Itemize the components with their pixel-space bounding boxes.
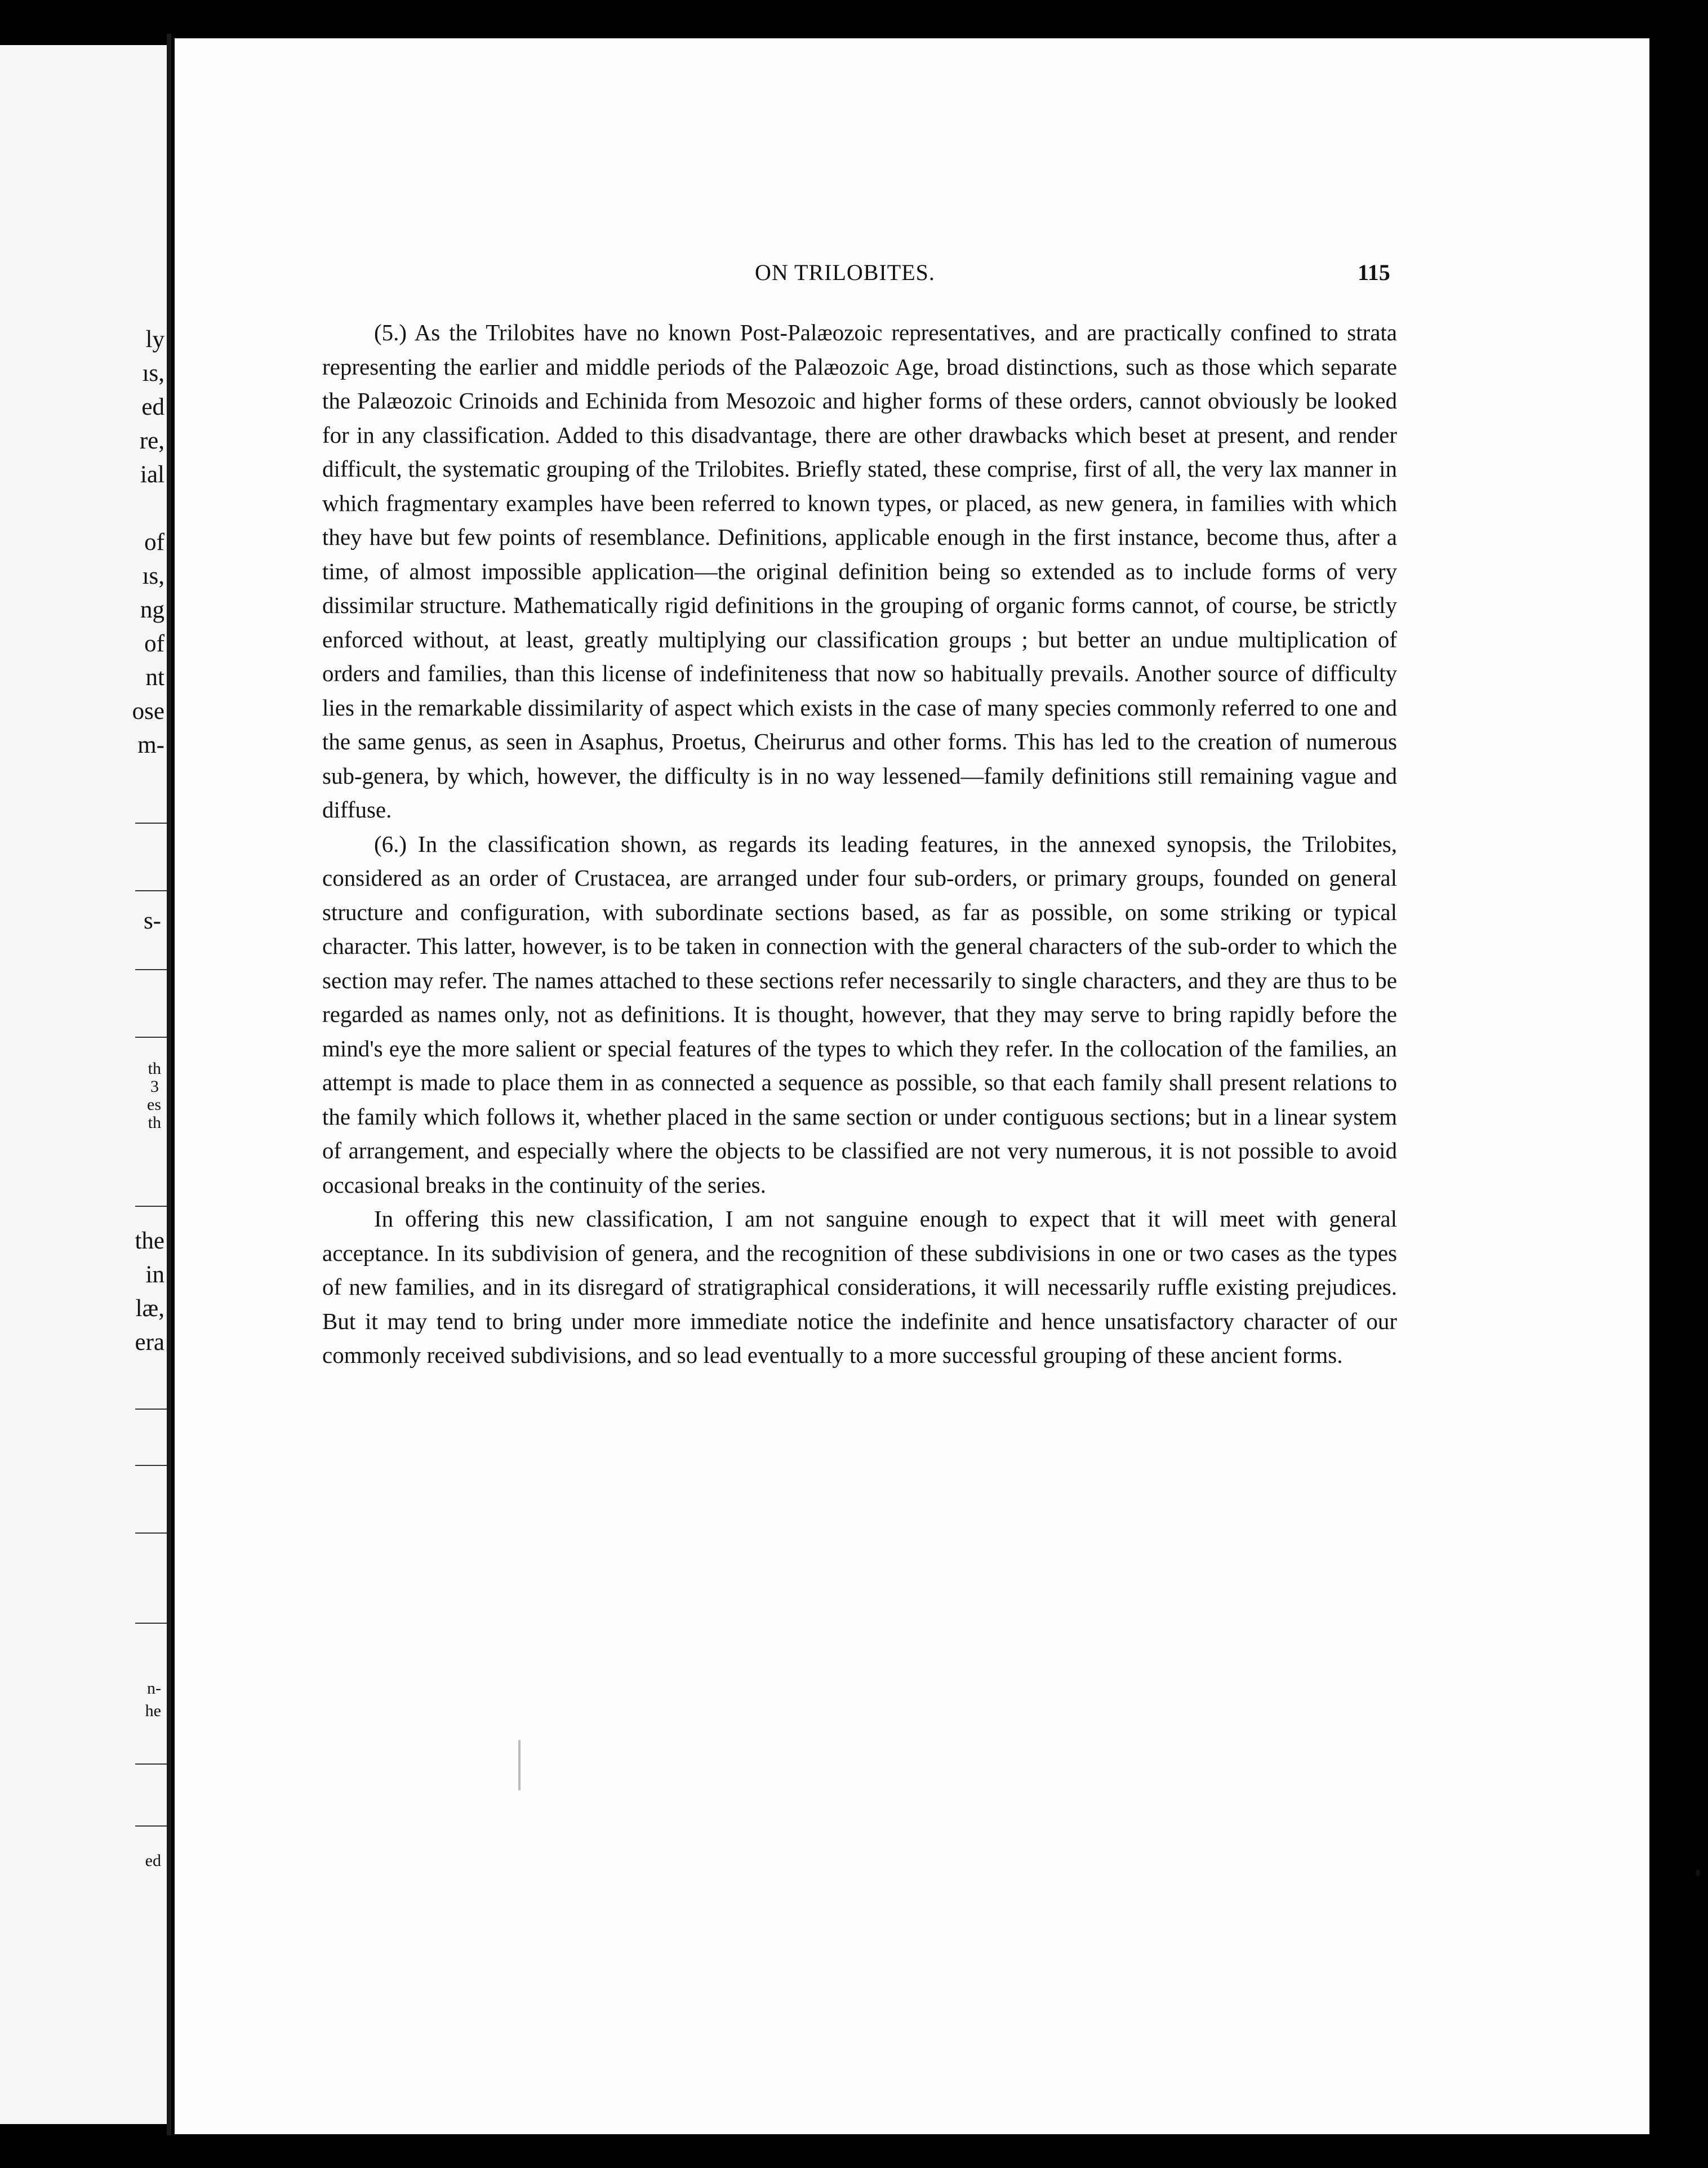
facing-line-fragment: ıs, [142,563,164,589]
facing-line-fragment: ed [141,394,164,420]
facing-page-fragment [0,45,169,2124]
facing-line-fragment: læ, [135,1295,164,1322]
facing-table-rule [135,1825,169,1827]
facing-line-fragment: the [135,1228,164,1254]
facing-table-fragment: th [148,1059,161,1078]
facing-table-fragment: n- [147,1679,161,1698]
facing-table-rule [135,969,169,970]
page-gutter [167,34,171,2135]
facing-line-fragment: of [144,529,164,556]
facing-table-rule [135,1623,169,1624]
facing-table-fragment: s- [143,908,161,934]
facing-line-fragment: ıs, [142,360,164,386]
facing-table-rule [135,1763,169,1765]
facing-table-rule [135,1532,169,1534]
facing-table-fragment: th [148,1113,161,1132]
facing-line-fragment: era [135,1329,164,1356]
facing-line-fragment: re, [139,428,164,454]
main-page [175,38,1649,2134]
body-text [322,316,1397,1372]
facing-line-fragment: ng [140,597,164,623]
paragraph-6: (6.) In the classification shown, as regards its leading features, in the annexed synopsis, the Trilobites, considered as an order of Crustacea, are arranged under four sub-orders, or primary groups, founded on general structure and configuration, with subordinate sections based, as far as possible, on some striking or typical character. This latter, however, is to be taken in connection with the general characters of the sub-order to which the section may refer. The names attached to these sections refer necessarily to single characters, and they are thus to be regarded as names only, not as definitions. It is thought, however, that they may serve to bring rapidly before the mind's eye the more salient or special features of the types to which they refer. In the collocation of the families, an attempt is made to place them in as connected a sequence as possible, so that each family shall present relations to the family which follows it, whether placed in the same section or under contiguous sections; but in a linear system of arrangement, and especially where the objects to be classified are not very numerous, it is not possible to avoid occasional breaks in the continuity of the series. [322,830,1397,1198]
facing-table-fragment: he [145,1701,161,1720]
facing-line-fragment: ose [132,698,164,725]
facing-table-rule [135,1206,169,1207]
facing-line-fragment: nt [145,664,164,691]
facing-table-fragment: es [147,1095,161,1114]
facing-table-rule [135,1465,169,1466]
facing-line-fragment: of [144,630,164,657]
facing-line-fragment: in [145,1261,164,1288]
facing-table-rule [135,823,169,824]
running-head: ON TRILOBITES. [755,260,935,285]
facing-table-fragment: ed [145,1851,161,1870]
facing-table-rule [135,890,169,891]
facing-table-rule [135,1409,169,1410]
paragraph-5: (5.) As the Trilobites have no known Post-Palæozoic representatives, and are practically confined to strata representing the earlier and middle periods of the Palæozoic Age, broad distinctions, such as those which separate the Palæozoic Crinoids and Echinida from Mesozoic and higher forms of these orders, cannot obviously be looked for in any classification. Added to this disadvantage, there are other drawbacks which beset at present, and render difficult, the systematic grouping of the Trilobites. Briefly stated, these comprise, first of all, the very lax manner in which fragmentary examples have been referred to known types, or placed, as new genera, in families with which they have but few points of resemblance. Definitions, applicable enough in the first instance, become thus, after a time, of almost impossible application—the original definition being so extended as to include forms of very dissimilar structure. Mathematically rigid definitions in the grouping of organic forms cannot, of course, be strictly enforced without, at least, greatly multiplying our classification groups ; but better an undue multiplication of orders and families, than this license of indefiniteness that now so habitually prevails. Another source of difficulty lies in the remarkable dissimilarity of aspect which exists in the case of many species commonly referred to one and the same genus, as seen in Asaphus, Proetus, Cheirurus and other forms. This has led to the creation of numerous sub-genera, by which, however, the difficulty is in no way lessened—family definitions still remaining vague and diffuse. [322,319,1397,823]
facing-table-rule [135,1037,169,1038]
page-header [175,259,1649,293]
paragraph-closing: In offering this new classification, I am not sanguine enough to expect that it will meet with general acceptance. In its subdivision of genera, and the recognition of these subdivisions in one or two cases as the types of new families, and in its disregard of stratigraphical considerations, it will necessarily ruffle existing prejudices. But it may tend to bring under more immediate notice the indefinite and hence unsatisfactory character of our commonly received subdivisions, and so lead eventually to a more successful grouping of these ancient forms. [322,1206,1397,1368]
facing-line-fragment: ly [145,326,164,353]
facing-line-fragment: ial [140,461,164,488]
facing-line-fragment: m- [137,732,164,758]
facing-table-fragment: 3 [150,1077,159,1096]
page-number: 115 [1358,260,1390,285]
